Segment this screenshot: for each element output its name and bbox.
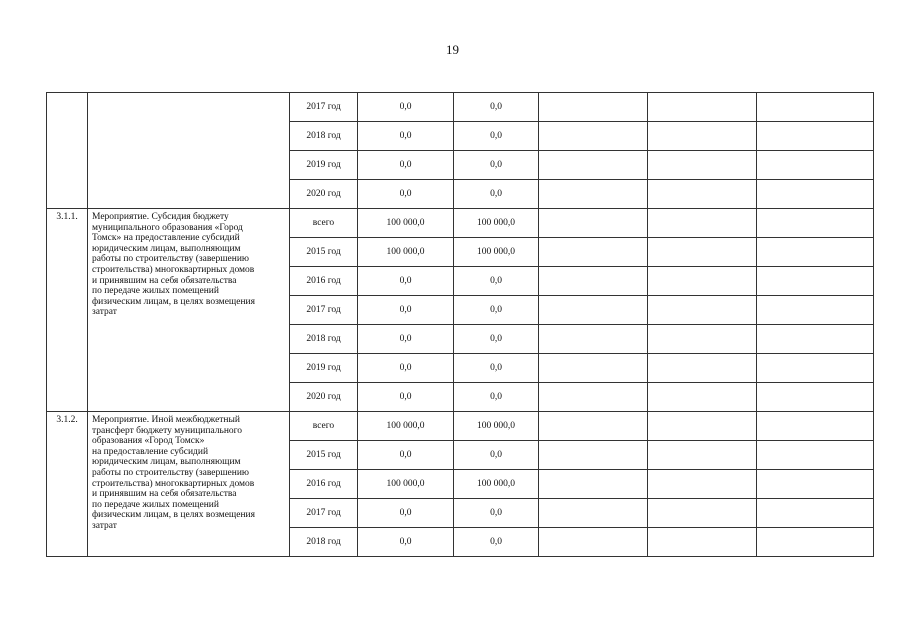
period-cell: 2017 год xyxy=(290,296,358,325)
table-body xyxy=(47,93,874,557)
value-b-cell: 0,0 xyxy=(454,151,539,180)
period-cell: 2016 год xyxy=(290,470,358,499)
period-cell: 2017 год xyxy=(290,93,358,122)
empty-cell xyxy=(539,499,648,528)
value-b-cell: 0,0 xyxy=(454,383,539,412)
period-cell: 2019 год xyxy=(290,354,358,383)
period-cell: всего xyxy=(290,412,358,441)
period-cell: 2019 год xyxy=(290,151,358,180)
empty-cell xyxy=(539,93,648,122)
item-description-line: Мероприятие. Субсидия бюджету xyxy=(92,212,229,222)
value-a-cell: 100 000,0 xyxy=(358,470,454,499)
budget-table xyxy=(46,92,874,557)
empty-cell xyxy=(539,151,648,180)
period-cell: 2018 год xyxy=(290,325,358,354)
item-description-line: по передаче жилых помещений xyxy=(92,499,219,510)
value-b-cell: 100 000,0 xyxy=(454,209,539,238)
empty-cell xyxy=(757,209,874,238)
empty-cell xyxy=(539,238,648,267)
item-number-cell xyxy=(47,93,88,209)
item-description-line: физическим лицам, в целях возмещения xyxy=(92,510,255,521)
period-cell: 2018 год xyxy=(290,528,358,557)
item-description-line: работы по строительству (завершению xyxy=(92,254,250,265)
value-b-cell: 0,0 xyxy=(454,325,539,354)
item-description-line: по передаче жилых помещений xyxy=(92,286,219,297)
empty-cell xyxy=(757,267,874,296)
empty-cell xyxy=(539,267,648,296)
empty-cell xyxy=(648,296,757,325)
empty-cell xyxy=(539,122,648,151)
value-a-cell: 0,0 xyxy=(358,180,454,209)
value-a-cell: 0,0 xyxy=(358,325,454,354)
value-b-cell: 0,0 xyxy=(454,499,539,528)
empty-cell xyxy=(539,470,648,499)
value-a-cell: 0,0 xyxy=(358,528,454,557)
value-b-cell: 100 000,0 xyxy=(454,412,539,441)
table-row xyxy=(47,412,874,441)
value-b-cell: 0,0 xyxy=(454,354,539,383)
empty-cell xyxy=(648,383,757,412)
period-cell: 2018 год xyxy=(290,122,358,151)
empty-cell xyxy=(648,209,757,238)
empty-cell xyxy=(539,325,648,354)
period-cell: 2017 год xyxy=(290,499,358,528)
empty-cell xyxy=(757,238,874,267)
item-number: 3.1.2. xyxy=(56,415,78,425)
item-description-line: и принявшим на себя обязательства xyxy=(92,489,237,500)
item-description-line: юридическим лицам, выполняющим xyxy=(92,457,241,468)
value-a-cell: 0,0 xyxy=(358,122,454,151)
period-cell: 2015 год xyxy=(290,238,358,267)
item-description-cell xyxy=(88,93,290,209)
item-description-cell xyxy=(88,412,290,557)
empty-cell xyxy=(539,528,648,557)
item-number-cell xyxy=(47,412,88,557)
empty-cell xyxy=(648,267,757,296)
value-a-cell: 0,0 xyxy=(358,296,454,325)
empty-cell xyxy=(757,528,874,557)
empty-cell xyxy=(539,209,648,238)
empty-cell xyxy=(757,122,874,151)
item-description-line: Томск» на предоставление субсидий xyxy=(92,233,240,244)
item-number-cell xyxy=(47,209,88,412)
period-cell: 2016 год xyxy=(290,267,358,296)
table-row xyxy=(47,93,874,122)
empty-cell xyxy=(757,151,874,180)
empty-cell xyxy=(539,354,648,383)
item-description-cell xyxy=(88,209,290,412)
empty-cell xyxy=(648,499,757,528)
period-cell: всего xyxy=(290,209,358,238)
empty-cell xyxy=(757,180,874,209)
value-a-cell: 100 000,0 xyxy=(358,238,454,267)
empty-cell xyxy=(648,528,757,557)
empty-cell xyxy=(648,470,757,499)
value-a-cell: 100 000,0 xyxy=(358,209,454,238)
item-description-line: строительства) многоквартирных домов xyxy=(92,478,255,489)
value-a-cell: 0,0 xyxy=(358,267,454,296)
item-number: 3.1.1. xyxy=(56,212,78,222)
value-b-cell: 0,0 xyxy=(454,528,539,557)
empty-cell xyxy=(757,470,874,499)
empty-cell xyxy=(757,412,874,441)
empty-cell xyxy=(648,354,757,383)
item-description-line: строительства) многоквартирных домов xyxy=(92,264,255,275)
empty-cell xyxy=(757,441,874,470)
empty-cell xyxy=(539,441,648,470)
empty-cell xyxy=(757,296,874,325)
value-b-cell: 0,0 xyxy=(454,180,539,209)
item-description-line: и принявшим на себя обязательства xyxy=(92,275,237,286)
item-description-line: образования «Город Томск» xyxy=(92,436,205,447)
item-description-line: на предоставление субсидий xyxy=(92,446,209,457)
empty-cell xyxy=(648,412,757,441)
value-b-cell: 100 000,0 xyxy=(454,238,539,267)
empty-cell xyxy=(648,93,757,122)
item-description-line: работы по строительству (завершению xyxy=(92,467,250,478)
item-description-line: трансферт бюджету муниципального xyxy=(92,425,243,436)
value-b-cell: 0,0 xyxy=(454,93,539,122)
empty-cell xyxy=(648,325,757,354)
empty-cell xyxy=(539,296,648,325)
value-a-cell: 0,0 xyxy=(358,151,454,180)
empty-cell xyxy=(757,383,874,412)
empty-cell xyxy=(757,499,874,528)
empty-cell xyxy=(757,325,874,354)
value-b-cell: 100 000,0 xyxy=(454,470,539,499)
table-row xyxy=(47,209,874,238)
value-a-cell: 100 000,0 xyxy=(358,412,454,441)
value-a-cell: 0,0 xyxy=(358,441,454,470)
empty-cell xyxy=(648,441,757,470)
empty-cell xyxy=(539,383,648,412)
empty-cell xyxy=(648,151,757,180)
period-cell: 2015 год xyxy=(290,441,358,470)
value-b-cell: 0,0 xyxy=(454,122,539,151)
empty-cell xyxy=(539,412,648,441)
empty-cell xyxy=(757,354,874,383)
item-description-line: затрат xyxy=(92,307,117,318)
value-b-cell: 0,0 xyxy=(454,267,539,296)
value-a-cell: 0,0 xyxy=(358,354,454,383)
period-cell: 2020 год xyxy=(290,180,358,209)
value-a-cell: 0,0 xyxy=(358,93,454,122)
empty-cell xyxy=(648,180,757,209)
empty-cell xyxy=(648,122,757,151)
empty-cell xyxy=(648,238,757,267)
empty-cell xyxy=(757,93,874,122)
value-b-cell: 0,0 xyxy=(454,296,539,325)
item-description-line: юридическим лицам, выполняющим xyxy=(92,243,241,254)
period-cell: 2020 год xyxy=(290,383,358,412)
item-description-line: муниципального образования «Город xyxy=(92,222,243,233)
item-description-line: физическим лицам, в целях возмещения xyxy=(92,296,255,307)
page-number: 19 xyxy=(446,42,459,57)
item-description-line: Мероприятие. Иной межбюджетный xyxy=(92,415,240,425)
empty-cell xyxy=(539,180,648,209)
value-b-cell: 0,0 xyxy=(454,441,539,470)
value-a-cell: 0,0 xyxy=(358,383,454,412)
value-a-cell: 0,0 xyxy=(358,499,454,528)
item-description-line: затрат xyxy=(92,520,117,531)
